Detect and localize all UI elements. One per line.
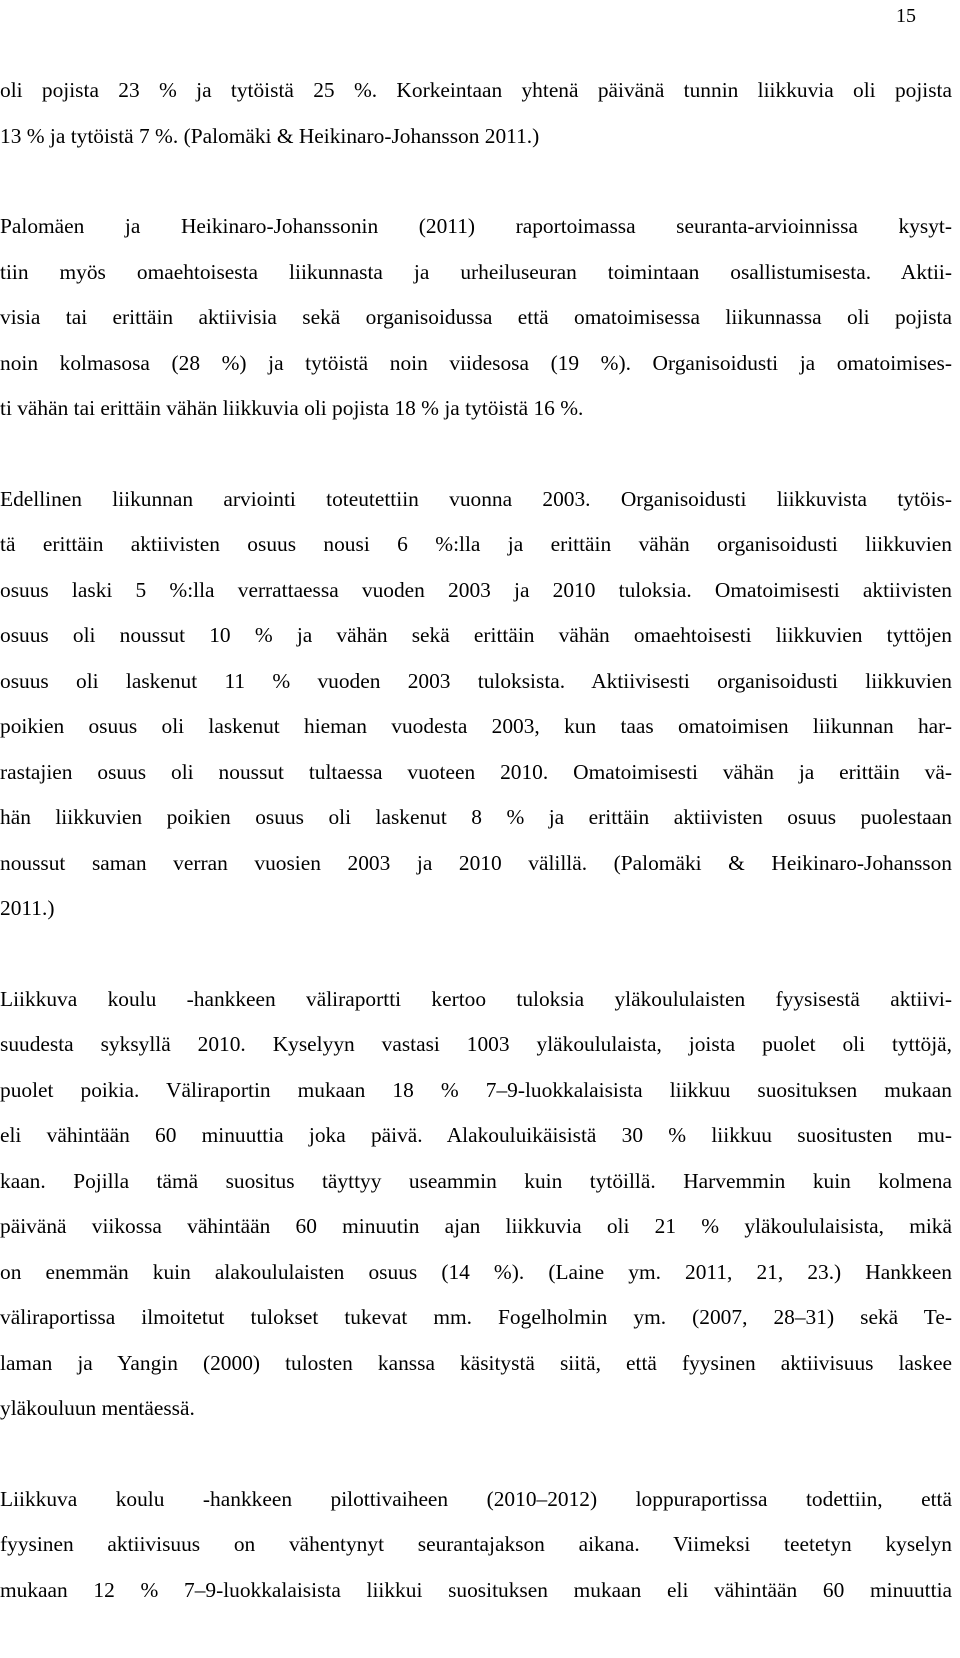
- text-line: fyysinen aktiivisuus on vähentynyt seurantajakson aikana. Viimeksi teetetyn kyselyn: [0, 1532, 952, 1556]
- text-line: yläkouluun mentäessä.: [0, 1396, 195, 1420]
- text-line: 13 % ja tytöistä 7 %. (Palomäki & Heikinaro-Johansson 2011.): [0, 123, 540, 148]
- text-line: suudesta syksyllä 2010. Kyselyyn vastasi 1003 yläkoululaista, joista puolet oli tyttöjä,: [0, 1032, 952, 1056]
- text-line: osuus oli laskenut 11 % vuoden 2003 tuloksista. Aktiivisesti organisoidusti liikkuvien: [0, 668, 952, 693]
- text-line: eli vähintään 60 minuuttia joka päivä. Alakouluikäisistä 30 % liikkuu suositusten mu-: [0, 1123, 952, 1147]
- text-line: laman ja Yangin (2000) tulosten kanssa käsitystä siitä, että fyysinen aktiivisuus laskee: [0, 1350, 952, 1375]
- text-line: poikien osuus oli laskenut hieman vuodesta 2003, kun taas omatoimisen liikunnan har-: [0, 714, 952, 738]
- document-body: [0, 68, 952, 1658]
- text-line: Liikkuva koulu -hankkeen pilottivaiheen (2010–2012) loppuraportissa todettiin, että: [0, 1486, 952, 1511]
- text-line: Palomäen ja Heikinaro-Johanssonin (2011) raportoimassa seuranta-arvioinnissa kysyt-: [0, 214, 952, 238]
- paragraph-2: [0, 204, 952, 432]
- text-line: väliraportissa ilmoitetut tulokset tukevat mm. Fogelholmin ym. (2007, 28–31) sekä Te-: [0, 1305, 952, 1329]
- text-line: hän liikkuvien poikien osuus oli laskenut 8 % ja erittäin aktiivisten osuus puolestaan: [0, 805, 952, 829]
- text-line: on enemmän kuin alakoululaisten osuus (14 %). (Laine ym. 2011, 21, 23.) Hankkeen: [0, 1259, 952, 1284]
- paragraph-5: [0, 1477, 952, 1614]
- text-line: visia tai erittäin aktiivisia sekä organisoidussa että omatoimisessa liikunnassa oli pojista: [0, 305, 952, 329]
- paragraph-4: [0, 977, 952, 1432]
- text-line: tä erittäin aktiivisten osuus nousi 6 %:lla ja erittäin vähän organisoidusti liikkuvien: [0, 532, 952, 556]
- text-line: osuus laski 5 %:lla verrattaessa vuoden 2003 ja 2010 tuloksia. Omatoimisesti aktiivisten: [0, 577, 952, 602]
- text-line: Edellinen liikunnan arviointi toteutettiin vuonna 2003. Organisoidusti liikkuvista tytöis-: [0, 486, 952, 511]
- paragraph-1: [0, 68, 952, 159]
- text-line: päivänä viikossa vähintään 60 minuutin ajan liikkuvia oli 21 % yläkoululaisista, mikä: [0, 1214, 952, 1238]
- text-line: noussut saman verran vuosien 2003 ja 2010 välillä. (Palomäki & Heikinaro-Johansson: [0, 850, 952, 875]
- text-line: rastajien osuus oli noussut tultaessa vuoteen 2010. Omatoimisesti vähän ja erittäin vä-: [0, 759, 952, 784]
- text-line: ti vähän tai erittäin vähän liikkuvia oli pojista 18 % ja tytöistä 16 %.: [0, 396, 584, 420]
- page-number: 15: [896, 5, 916, 27]
- text-line: kaan. Pojilla tämä suositus täyttyy useammin kuin tytöillä. Harvemmin kuin kolmena: [0, 1168, 952, 1193]
- text-line: Liikkuva koulu -hankkeen väliraportti kertoo tuloksia yläkoululaisten fyysisestä aktiivi-: [0, 986, 952, 1011]
- paragraph-3: [0, 477, 952, 932]
- text-line: mukaan 12 % 7–9-luokkalaisista liikkui suosituksen mukaan eli vähintään 60 minuuttia: [0, 1577, 952, 1602]
- text-line: puolet poikia. Väliraportin mukaan 18 % 7–9-luokkalaisista liikkuu suosituksen mukaan: [0, 1077, 952, 1102]
- text-line: tiin myös omaehtoisesta liikunnasta ja urheiluseuran toimintaan osallistumisesta. Aktii-: [0, 259, 952, 284]
- text-line: osuus oli noussut 10 % ja vähän sekä erittäin vähän omaehtoisesti liikkuvien tyttöjen: [0, 623, 952, 647]
- text-line: 2011.): [0, 896, 55, 920]
- text-line: noin kolmasosa (28 %) ja tytöistä noin viidesosa (19 %). Organisoidusti ja omatoimises-: [0, 350, 952, 375]
- text-line: oli pojista 23 % ja tytöistä 25 %. Korkeintaan yhtenä päivänä tunnin liikkuvia oli pojista: [0, 78, 952, 102]
